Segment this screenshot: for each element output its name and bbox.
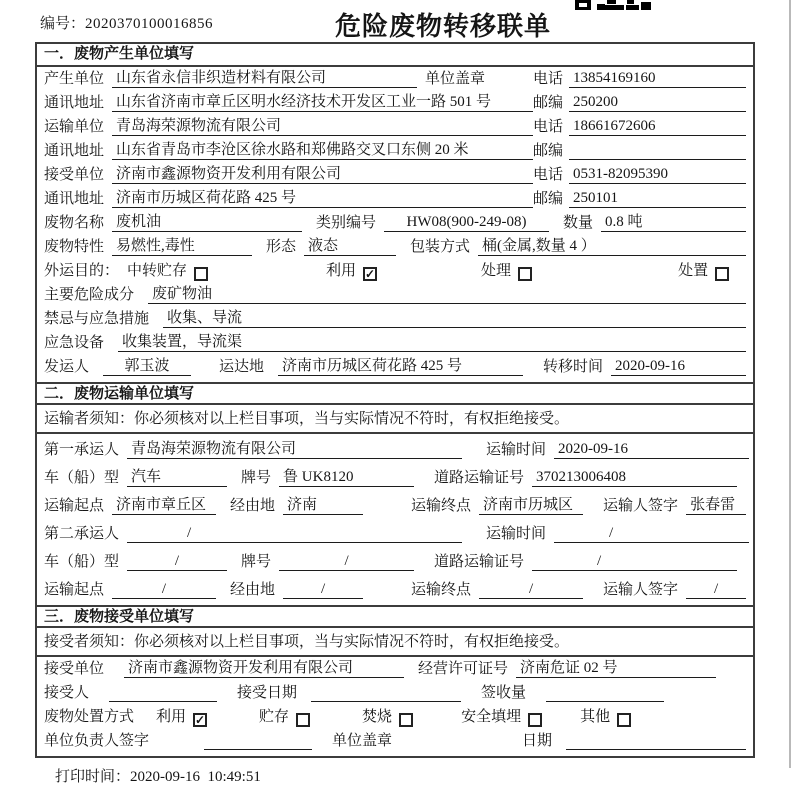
purpose-row xyxy=(44,260,746,284)
receive-person-label: 接受人 xyxy=(44,685,90,701)
carrier-sign-label: 运输人签字 xyxy=(603,498,679,514)
address-label: 通讯地址 xyxy=(44,191,105,207)
vehicle-type-label: 车（船）型 xyxy=(44,554,120,570)
transfer-time-value: 2020-09-16 xyxy=(611,357,746,376)
receiver-address-row xyxy=(44,188,746,212)
print-time-value: 2020-09-16 10:49:51 xyxy=(130,769,261,785)
packing-label: 包装方式 xyxy=(410,239,471,255)
qty-value: 0.8 吨 xyxy=(601,213,746,232)
waste-character-row xyxy=(44,236,746,260)
option-label: 其他 xyxy=(580,709,611,725)
disposal-label: 废物处置方式 xyxy=(44,709,135,725)
character-label: 废物特性 xyxy=(44,239,105,255)
hazard-row xyxy=(44,284,746,308)
option-label: 贮存 xyxy=(259,709,290,725)
transporter-value: 青岛海荣源物流有限公司 xyxy=(112,117,533,136)
transport-time-label: 运输时间 xyxy=(486,442,547,458)
zip-value: 250101 xyxy=(569,189,746,208)
receiver-label: 接受单位 xyxy=(44,167,105,183)
disposal-option xyxy=(461,708,542,726)
receive-date-value xyxy=(311,701,461,702)
transfer-time-label: 转移时间 xyxy=(543,359,604,375)
receive-date-label: 接受日期 xyxy=(237,685,298,701)
end-value: 济南市历城区 xyxy=(479,496,583,515)
qty-label: 数量 xyxy=(563,215,594,231)
taboo-value: 收集、导流 xyxy=(163,309,746,328)
zip-label: 邮编 xyxy=(533,143,564,159)
plate-label: 牌号 xyxy=(241,554,272,570)
vehicle-type-label: 车（船）型 xyxy=(44,470,120,486)
purpose-option xyxy=(127,262,208,280)
serial-label: 编号： xyxy=(40,16,86,32)
equipment-value: 收集装置，导流渠 xyxy=(118,333,746,352)
option-label: 处置 xyxy=(678,263,709,279)
phone-value: 18661672606 xyxy=(569,117,746,136)
checkbox-icon xyxy=(194,267,208,281)
via-label: 经由地 xyxy=(230,582,276,598)
transporter-address-row xyxy=(44,140,746,164)
plate-value: 鲁 UK8120 xyxy=(279,468,414,487)
purpose-option xyxy=(678,262,729,280)
vehicle-type-value: / xyxy=(127,552,227,571)
via-value: 济南 xyxy=(283,496,363,515)
option-label: 利用 xyxy=(326,263,357,279)
option-label: 安全填埋 xyxy=(461,709,522,725)
print-time-line xyxy=(40,748,261,803)
disposal-row xyxy=(44,706,746,730)
end-value: / xyxy=(479,580,583,599)
transport-time-value: / xyxy=(554,524,749,543)
taboo-label: 禁忌与应急措施 xyxy=(44,311,150,327)
carrier-value: 青岛海荣源物流有限公司 xyxy=(127,440,462,459)
address-label: 通讯地址 xyxy=(44,143,105,159)
zip-label: 邮编 xyxy=(533,191,564,207)
road-license-value: / xyxy=(532,552,737,571)
phone-value: 13854169160 xyxy=(569,69,746,88)
address-value: 济南市历城区荷花路 425 号 xyxy=(112,189,533,208)
scrollbar-track[interactable] xyxy=(789,0,791,768)
zip-label: 邮编 xyxy=(533,95,564,111)
phone-label: 电话 xyxy=(533,71,564,87)
vehicle2-row xyxy=(44,547,746,575)
packing-value: 桶(金属,数量 4 ） xyxy=(478,237,746,256)
receive-notice: 接受者须知：你必须核对以上栏目事项，当与实际情况不符时，有权拒绝接受。 xyxy=(37,628,753,657)
taboo-row xyxy=(44,308,746,332)
plate-value: / xyxy=(279,552,414,571)
character-value: 易燃性,毒性 xyxy=(112,237,252,256)
section2-body xyxy=(37,434,753,605)
page-title: 危险废物转移联单 xyxy=(334,12,551,41)
checkbox-icon xyxy=(399,713,413,727)
transport-time-label: 运输时间 xyxy=(486,526,547,542)
option-label: 处理 xyxy=(481,263,512,279)
date-value xyxy=(566,749,746,750)
checkbox-icon xyxy=(528,713,542,727)
zip-value: 250200 xyxy=(569,93,746,112)
transport-notice: 运输者须知：你必须核对以上栏目事项，当与实际情况不符时，有权拒绝接受。 xyxy=(37,405,753,434)
phone-label: 电话 xyxy=(533,119,564,135)
date-label: 日期 xyxy=(522,733,553,749)
carrier-sign-value: 张春雷 xyxy=(686,496,746,515)
carrier-value: / xyxy=(127,524,462,543)
zip-value xyxy=(569,159,746,160)
carrier-label: 第二承运人 xyxy=(44,526,120,542)
transporter-row xyxy=(44,116,746,140)
destination-label: 运达地 xyxy=(219,359,265,375)
vehicle1-row xyxy=(44,463,746,491)
producer-label: 产生单位 xyxy=(44,71,105,87)
transporter-label: 运输单位 xyxy=(44,119,105,135)
receive-person-value xyxy=(109,701,217,702)
unit-seal-label: 单位盖章 xyxy=(332,733,393,749)
category-value: HW08(900-249-08) xyxy=(384,213,549,232)
carrier-sign-value: / xyxy=(686,580,746,599)
equipment-row xyxy=(44,332,746,356)
hazard-value: 废矿物油 xyxy=(148,285,746,304)
print-time-label: 打印时间： xyxy=(55,769,131,785)
option-label: 中转贮存 xyxy=(127,263,188,279)
purpose-option xyxy=(326,262,377,280)
checkbox-icon: ✓ xyxy=(365,267,376,281)
checkbox-icon xyxy=(296,713,310,727)
category-label: 类别编号 xyxy=(316,215,377,231)
qr-code-fragment-icon xyxy=(575,0,651,10)
purpose-option xyxy=(481,262,532,280)
receive-unit-label: 接受单位 xyxy=(44,661,105,677)
checkbox-icon: ✓ xyxy=(195,713,206,727)
producer-address-row xyxy=(44,92,746,116)
end-label: 运输终点 xyxy=(411,582,472,598)
receive-unit-row xyxy=(44,658,746,682)
hazard-label: 主要危险成分 xyxy=(44,287,135,303)
vehicle-type-value: 汽车 xyxy=(127,468,227,487)
checkbox-icon xyxy=(518,267,532,281)
disposal-option xyxy=(156,708,207,726)
origin-label: 运输起点 xyxy=(44,498,105,514)
signed-amount-value xyxy=(546,701,664,702)
serial-value: 2020370100016856 xyxy=(85,16,214,32)
transfer-form-table xyxy=(35,42,755,758)
waste-name-value: 废机油 xyxy=(112,213,302,232)
plate-label: 牌号 xyxy=(241,470,272,486)
permit-label: 经营许可证号 xyxy=(418,661,509,677)
carrier-label: 第一承运人 xyxy=(44,442,120,458)
phone-label: 电话 xyxy=(533,167,564,183)
producer-row xyxy=(44,68,746,92)
signed-amount-label: 签收量 xyxy=(481,685,527,701)
address-label: 通讯地址 xyxy=(44,95,105,111)
carrier2-row xyxy=(44,519,746,547)
road-license-label: 道路运输证号 xyxy=(434,554,525,570)
shipper-row xyxy=(44,356,746,380)
carrier-sign-label: 运输人签字 xyxy=(603,582,679,598)
carrier1-row xyxy=(44,435,746,463)
end-label: 运输终点 xyxy=(411,498,472,514)
section1-body xyxy=(37,67,753,382)
receiver-value: 济南市鑫源物资开发利用有限公司 xyxy=(112,165,533,184)
shipper-label: 发运人 xyxy=(44,359,90,375)
section3-body xyxy=(37,657,753,756)
option-label: 利用 xyxy=(156,709,187,725)
disposal-option xyxy=(580,708,631,726)
receiver-row xyxy=(44,164,746,188)
origin-value: / xyxy=(112,580,216,599)
road-license-value: 370213006408 xyxy=(532,468,737,487)
checkbox-icon xyxy=(617,713,631,727)
waste-name-row xyxy=(44,212,746,236)
section2-header: 二．废物运输单位填写 xyxy=(37,382,753,405)
address-value: 山东省青岛市李沧区徐水路和郑佛路交叉口东侧 20 米 xyxy=(112,141,533,160)
phone-value: 0531-82095390 xyxy=(569,165,746,184)
producer-value: 山东省永信非织造材料有限公司 xyxy=(112,69,417,88)
permit-value: 济南危证 02 号 xyxy=(516,659,716,678)
form-value: 液态 xyxy=(304,237,396,256)
section3-header: 三．废物接受单位填写 xyxy=(37,605,753,628)
route1-row xyxy=(44,491,746,519)
route2-row xyxy=(44,575,746,603)
receive-unit-value: 济南市鑫源物资开发利用有限公司 xyxy=(124,659,404,678)
road-license-label: 道路运输证号 xyxy=(434,470,525,486)
destination-value: 济南市历城区荷花路 425 号 xyxy=(278,357,523,376)
checkbox-icon xyxy=(715,267,729,281)
disposal-option xyxy=(259,708,310,726)
equipment-label: 应急设备 xyxy=(44,335,105,351)
receive-person-row xyxy=(44,682,746,706)
waste-name-label: 废物名称 xyxy=(44,215,105,231)
origin-value: 济南市章丘区 xyxy=(112,496,216,515)
via-label: 经由地 xyxy=(230,498,276,514)
address-value: 山东省济南市章丘区明水经济技术开发区工业一路 501 号 xyxy=(112,93,533,112)
origin-label: 运输起点 xyxy=(44,582,105,598)
shipper-value: 郭玉波 xyxy=(103,357,191,376)
form-label: 形态 xyxy=(266,239,297,255)
disposal-option xyxy=(362,708,413,726)
manager-sign-label: 单位负责人签字 xyxy=(44,733,150,749)
purpose-label: 外运目的： xyxy=(44,263,120,279)
via-value: / xyxy=(283,580,363,599)
section1-header: 一．废物产生单位填写 xyxy=(37,44,753,67)
transport-time-value: 2020-09-16 xyxy=(554,440,749,459)
unit-seal-label: 单位盖章 xyxy=(425,71,486,87)
option-label: 焚烧 xyxy=(362,709,393,725)
